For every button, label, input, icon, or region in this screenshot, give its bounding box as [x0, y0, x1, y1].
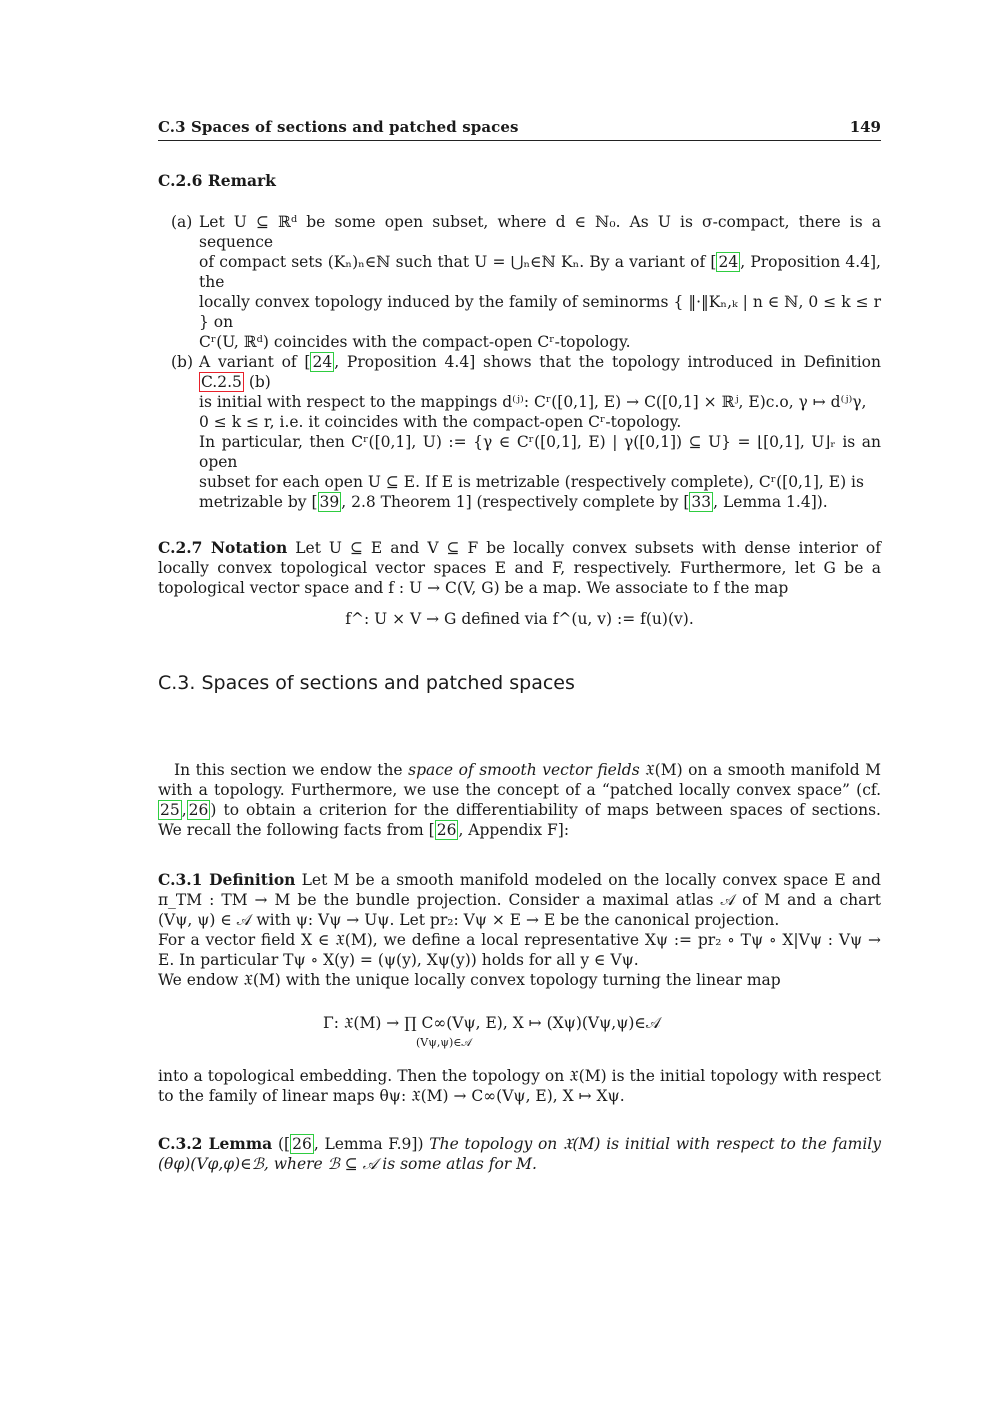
intro-mid2: ) to obtain a criterion for the differentiability of maps between spaces of sections. We recall the following facts from [ [158, 801, 881, 839]
intro-pre: In this section we endow the [174, 761, 409, 779]
definition-text-4: into a topological embedding. Then the topology on 𝔛(M) is the initial topology with respect to the family of linear maps θψ: 𝔛(M) → C∞(Vψ, E), X ↦ Xψ. [158, 1067, 881, 1105]
item-a-line-2-text: of compact sets (Kₙ)ₙ∈ℕ such that U = ⋃ₙ∈ℕ Kₙ. By a variant of [199, 253, 706, 271]
lemma-head: C.3.2 Lemma [158, 1134, 273, 1153]
lemma-paragraph [158, 1134, 881, 1174]
definition-text-2: For a vector field X ∈ 𝔛(M), we define a local representative Xψ := pr₂ ∘ Tψ ∘ X|Vψ : Vψ → E. In particular Tψ ∘ X(y) = (ψ(y), Xψ(y)) holds for all y ∈ Vψ. [158, 931, 881, 969]
item-a-line-2: of compact sets (Kₙ)ₙ∈ℕ such that U = ⋃ₙ∈ℕ Kₙ. By a variant of [ 24 , Proposition 4.4], the [199, 253, 881, 291]
item-b-mid: , Proposition 4.4] shows that the topology introduced in Definition [334, 353, 881, 371]
lemma-text: The topology on 𝔛(M) is initial with respect to the family (θφ)(Vφ,φ)∈ℬ, where ℬ ⊆ 𝒜 is some atlas for M. [158, 1135, 881, 1173]
item-b-last-tail: , Lemma 1.4]). [713, 493, 828, 511]
definition-head: C.3.1 Definition [158, 870, 296, 889]
gamma-display-formula [158, 1008, 881, 1052]
item-b-line-2: is initial with respect to the mappings d⁽ʲ⁾: Cʳ([0,1], E) → C([0,1] × ℝʲ, E)c.o, γ ↦ d⁽ʲ⁾γ, [199, 393, 867, 411]
remark-item-a [158, 212, 881, 352]
item-b-line-4: In particular, then Cʳ([0,1], U) := {γ ∈ Cʳ([0,1], E) | γ([0,1]) ⊆ U} = ⌊[0,1], U⌋ᵣ is an open [199, 433, 881, 471]
lemma-cite-tail: , Lemma F.9]) [313, 1135, 424, 1153]
intro-mid: 𝔛(M) on a smooth manifold M with a topology. Furthermore, we use the concept of a “patched locally convex space” (cf. [158, 761, 881, 799]
notation-head: C.2.7 Notation [158, 538, 288, 557]
item-a-line-4: Cʳ(U, ℝᵈ) coincides with the compact-open Cʳ-topology. [199, 333, 631, 351]
lemma-cite-pre: ([ [277, 1135, 291, 1153]
intro-emph: space of smooth vector fields [408, 761, 640, 779]
definition-paragraph [158, 870, 881, 930]
notation-text: Let U ⊆ E and V ⊆ F be locally convex subsets with dense interior of locally convex topological vector spaces E and F, respectively. Furthermore, let G be a topological vector space and f : U → C(V, G) be a map. We associate to f the map [158, 539, 881, 597]
notation-paragraph [158, 538, 881, 598]
definition-text-3: We endow 𝔛(M) with the unique locally convex topology turning the linear map [158, 971, 781, 989]
item-b-line-6 [199, 492, 881, 512]
definition-text-1: Let M be a smooth manifold modeled on the locally convex space E and π_TM : TM → M be the bundle projection. Consider a maximal atlas 𝒜 of M and a chart (Vψ, ψ) ∈ 𝒜 with ψ: Vψ → Uψ. Let pr₂: Vψ × E → E be the canonical projection. [158, 871, 881, 929]
item-b-line-1 [199, 352, 881, 392]
citation-link[interactable]: 26 [188, 801, 209, 819]
item-b-last-pre: metrizable by [ [199, 493, 318, 511]
item-a-label: (a) [171, 213, 193, 231]
item-a-line-1: Let U ⊆ ℝᵈ be some open subset, where d ∈ ℕ₀. As U is σ-compact, there is a sequence [199, 213, 881, 251]
running-head-section: C.3 Spaces of sections and patched spaces [158, 118, 519, 136]
item-a-line-3: locally convex topology induced by the family of seminorms { ‖·‖Kₙ,ₖ | n ∈ ℕ, 0 ≤ k ≤ r } on [199, 293, 881, 331]
item-b-label: (b) [171, 353, 194, 371]
page-number: 149 [849, 118, 881, 136]
gamma-formula: Γ: 𝔛(M) → ∏ C∞(Vψ, E), X ↦ (Xψ)(Vψ,ψ)∈𝒜 [323, 1014, 661, 1032]
citation-link[interactable]: 26 [292, 1135, 312, 1153]
item-b-pre: A variant of [ [199, 353, 311, 371]
remark-title: C.2.6 Remark [158, 171, 276, 190]
citation-link[interactable]: 25 [160, 801, 180, 819]
remark-list [158, 212, 881, 512]
item-b-last-mid: , 2.8 Theorem 1] (respectively complete by [ [341, 493, 690, 511]
citation-link[interactable]: 39 [319, 493, 340, 511]
citation-link[interactable]: 24 [312, 353, 333, 371]
remark-item-b [158, 352, 881, 512]
running-head [158, 118, 881, 141]
intro-paragraph: In this section we endow the space of smooth vector fields 𝔛(M) on a smooth manifold M with a topology. Furthermore, we use the concept of a “patched locally convex space” (cf. 25 , 26 ) to obtain a criterion for the differentiability of maps between spaces of sections. We recall the following facts from [ 26 , Appendix F]: [158, 761, 881, 839]
item-b-line-5: subset for each open U ⊆ E. If E is metrizable (respectively complete), Cʳ([0,1], E) is [199, 473, 864, 491]
citation-link[interactable]: 33 [691, 493, 712, 511]
section-title: C.3. Spaces of sections and patched spaces [158, 672, 575, 694]
citation-link[interactable]: 26 [436, 821, 457, 839]
gamma-formula-subscript: (Vψ,ψ)∈𝒜 [416, 1036, 472, 1049]
page [158, 118, 881, 1174]
intro-tail: , Appendix F]: [458, 821, 570, 839]
item-b-line-1-tail: (b) [248, 373, 271, 391]
notation-display-formula: f^: U × V → G defined via f^(u, v) := f(u)(v). [345, 610, 694, 628]
item-b-line-3: 0 ≤ k ≤ r, i.e. it coincides with the compact-open Cʳ-topology. [199, 413, 682, 431]
item-a-cite-tail: , Proposition 4.4], the [199, 253, 881, 291]
citation-link[interactable]: 24 [718, 253, 739, 271]
definition-ref-link[interactable]: C.2.5 [201, 373, 242, 391]
